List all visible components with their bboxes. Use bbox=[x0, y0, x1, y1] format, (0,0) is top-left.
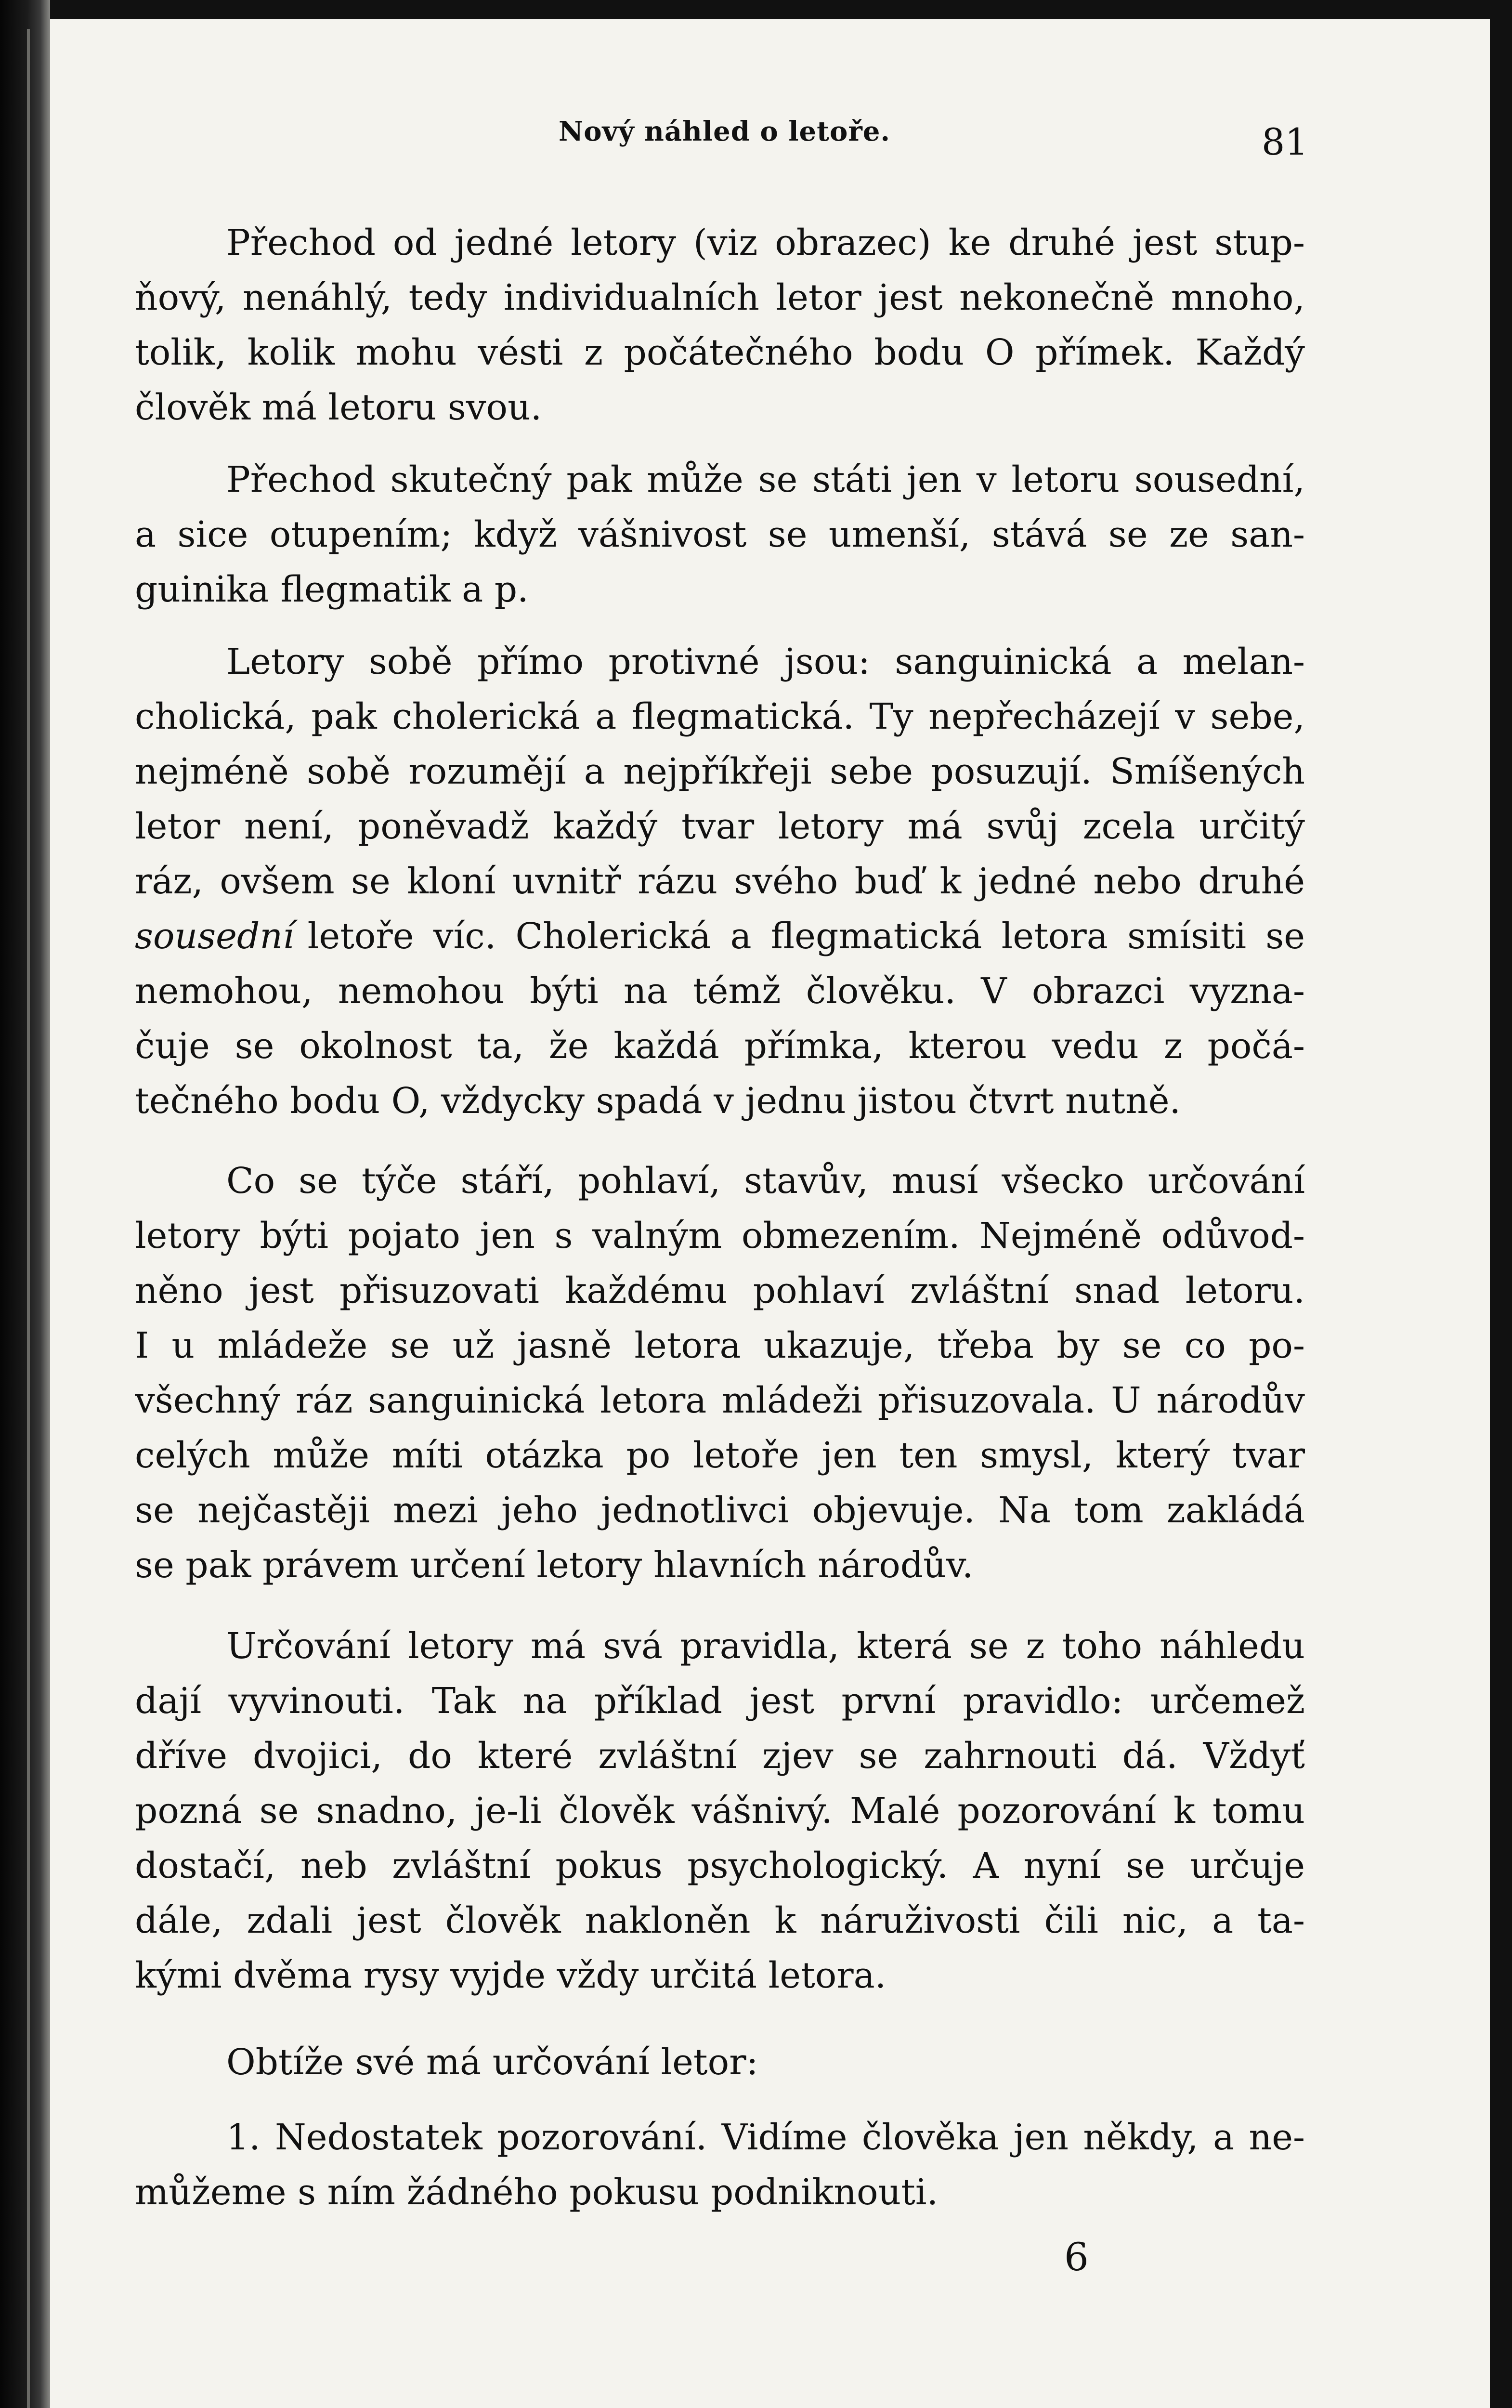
text-line: celých může míti otázka po letoře jen ten smysl, který tvar bbox=[135, 1435, 1305, 1476]
page-number: 81 bbox=[1262, 120, 1308, 163]
text-line: pozná se snadno, je-li člověk vášnivý. Malé pozorování k tomu bbox=[135, 1790, 1305, 1832]
text-line: tolik, kolik mohu vésti z počátečného bodu O přímek. Každý bbox=[135, 332, 1305, 373]
text-line: a sice otupením; když vášnivost se umenší, stává se ze san- bbox=[135, 514, 1305, 555]
text-line: něno jest přisuzovati každému pohlaví zvláštní snad letoru. bbox=[135, 1270, 1305, 1311]
text-line: letor není, poněvadž každý tvar letory má svůj zcela určitý bbox=[135, 806, 1305, 847]
text-line: se nejčastěji mezi jeho jednotlivci objevuje. Na tom zakládá bbox=[135, 1490, 1305, 1531]
text-line: dříve dvojici, do které zvláštní zjev se zahrnouti dá. Vždyť bbox=[135, 1735, 1305, 1777]
text-line: kými dvěma rysy vyjde vždy určitá letora. bbox=[135, 1955, 886, 1996]
text-line: Určování letory má svá pravidla, která se z toho náhledu bbox=[226, 1625, 1305, 1667]
book-gutter bbox=[0, 0, 50, 2408]
text-line: člověk má letoru svou. bbox=[135, 387, 542, 428]
text-line bbox=[135, 913, 1305, 959]
text-line: I u mládeže se už jasně letora ukazuje, třeba by se co po- bbox=[135, 1325, 1305, 1366]
text-line: guinika flegmatik a p. bbox=[135, 569, 529, 610]
text-line: Co se týče stáří, pohlaví, stavův, musí všecko určování bbox=[226, 1160, 1305, 1202]
text-line-rest: letoře víc. Cholerická a flegmatická letora smísiti se bbox=[307, 916, 1305, 957]
text-line: dále, zdali jest člověk nakloněn k náruživosti čili nic, a ta- bbox=[135, 1900, 1305, 1941]
gutter-edge bbox=[27, 29, 30, 2408]
text-line: cholická, pak cholerická a flegmatická. Ty nepřecházejí v sebe, bbox=[135, 696, 1305, 737]
text-line: dají vyvinouti. Tak na příklad jest první pravidlo: určemež bbox=[135, 1680, 1305, 1722]
text-line: tečného bodu O, vždycky spadá v jednu jistou čtvrt nutně. bbox=[135, 1080, 1181, 1122]
text-line: Přechod skutečný pak může se státi jen v letoru sousední, bbox=[226, 459, 1305, 500]
text-line: dostačí, neb zvláštní pokus psychologický. A nyní se určuje bbox=[135, 1845, 1305, 1886]
text-line: čuje se okolnost ta, že každá přímka, kterou vedu z počá- bbox=[135, 1025, 1305, 1067]
text-line: Přechod od jedné letory (viz obrazec) ke druhé jest stup- bbox=[226, 222, 1305, 263]
text-line: nemohou, nemohou býti na témž člověku. V obrazci vyzna- bbox=[135, 970, 1305, 1012]
text-line: 1. Nedostatek pozorování. Vidíme člověka jen někdy, a ne- bbox=[226, 2117, 1305, 2158]
text-line: se pak právem určení letory hlavních národův. bbox=[135, 1544, 974, 1586]
text-line: ráz, ovšem se kloní uvnitř rázu svého buď k jedné nebo druhé bbox=[135, 861, 1305, 902]
text-line: nejméně sobě rozumějí a nejpříkřeji sebe posuzují. Smíšených bbox=[135, 751, 1305, 792]
text-line: Letory sobě přímo protivné jsou: sanguinická a melan- bbox=[226, 641, 1305, 682]
text-line: všechný ráz sanguinická letora mládeži přisuzovala. U národův bbox=[135, 1380, 1305, 1421]
running-title: Nový náhled o letoře. bbox=[559, 116, 890, 147]
text-line: ňový, nenáhlý, tedy individualních letor jest nekonečně mnoho, bbox=[135, 277, 1305, 318]
text-line: můžeme s ním žádného pokusu podniknouti. bbox=[135, 2172, 938, 2213]
text-line: letory býti pojato jen s valným obmezením. Nejméně odůvod- bbox=[135, 1215, 1305, 1256]
text-line: Obtíže své má určování letor: bbox=[226, 2042, 758, 2083]
italic-word: sousední bbox=[135, 916, 294, 957]
signature-mark: 6 bbox=[1064, 2235, 1089, 2279]
